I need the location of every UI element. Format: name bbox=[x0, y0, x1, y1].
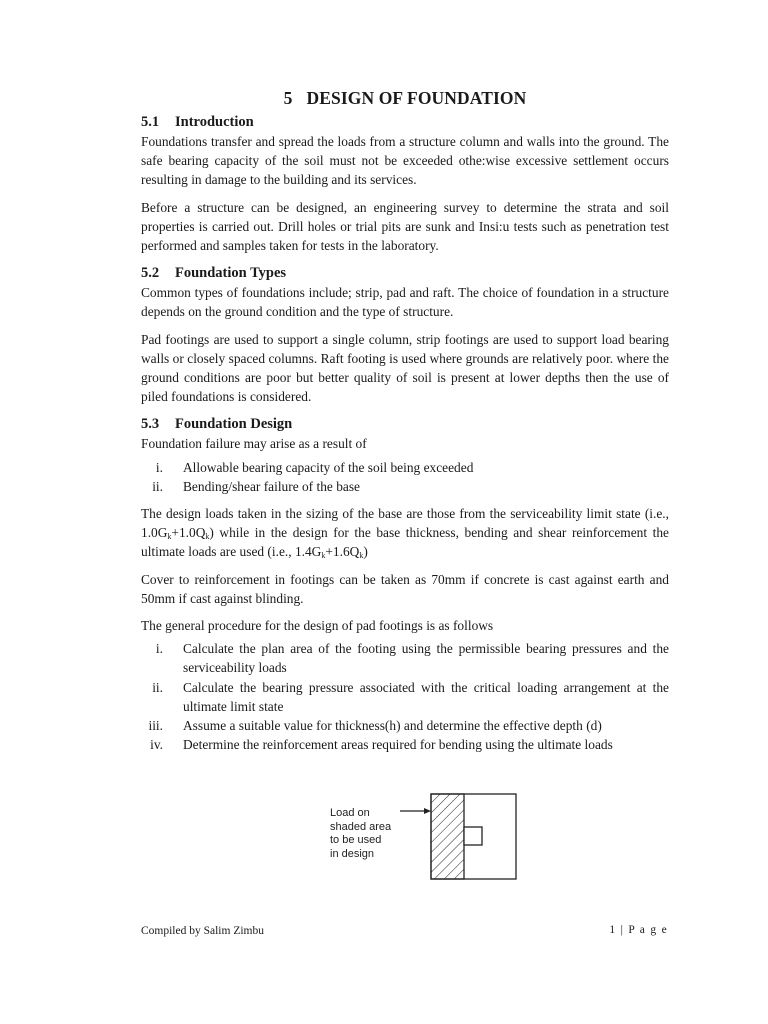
footer-page-number: 1 | P a g e bbox=[609, 924, 668, 936]
procedure-list bbox=[141, 639, 669, 754]
list-item-text: Assume a suitable value for thickness(h) and determine the effective depth (d) bbox=[183, 718, 602, 734]
figure-label bbox=[330, 807, 410, 861]
figure-label-line: to be used bbox=[330, 834, 382, 846]
list-marker: iv. bbox=[150, 737, 163, 753]
list-item bbox=[141, 458, 669, 477]
list-item-text: Determine the reinforcement areas required for bending using the ultimate loads bbox=[183, 737, 613, 753]
paragraph: Common types of foundations include; strip, pad and raft. The choice of foundation in a structure depends on the ground condition and the type of structure. bbox=[141, 285, 669, 320]
subscript: k bbox=[167, 532, 172, 542]
list-item bbox=[141, 678, 669, 716]
list-item bbox=[141, 639, 669, 677]
chapter-title bbox=[0, 88, 768, 109]
text-run: The design loads taken in the sizing of the base are those from the serviceability limit state (i.e., 1.0G bbox=[141, 506, 669, 541]
arrow-head-icon bbox=[424, 808, 431, 814]
footing-load-figure bbox=[325, 790, 525, 884]
subscript: k bbox=[205, 532, 210, 542]
figure-label-line: in design bbox=[330, 847, 375, 860]
text-run: ) bbox=[363, 544, 368, 560]
list-item-text: Bending/shear failure of the base bbox=[183, 478, 360, 494]
list-item bbox=[141, 477, 669, 496]
paragraph: Foundations transfer and spread the loads from a structure column and walls into the ground. The safe bearing capacity of the soil must not be exceeded othe:wise excessive settlement occurs resulting in damage to the building and its services. bbox=[141, 134, 669, 188]
list-item-text: Allowable bearing capacity of the soil being exceeded bbox=[183, 459, 474, 475]
section-heading-introduction bbox=[141, 112, 669, 132]
document-body bbox=[141, 112, 669, 762]
section-heading-foundation-types bbox=[141, 263, 669, 283]
text-run: ) while in the design for the base thickness, bending and shear reinforcement the ultimate loads are used (i.e., 1.4G bbox=[141, 525, 669, 560]
column-square bbox=[464, 827, 482, 845]
section-title: Foundation Design bbox=[175, 416, 293, 433]
section-number: 5.1 bbox=[141, 114, 160, 130]
paragraph: Before a structure can be designed, an engineering survey to determine the strata and soil properties is carried out. Drill holes or trial pits are sunk and Insi:u tests such as penetration test performed and samples taken for tests in the laboratory. bbox=[141, 199, 669, 254]
paragraph: The general procedure for the design of pad footings is as follows bbox=[141, 618, 494, 634]
section-title: Introduction bbox=[175, 114, 254, 130]
subscript: k bbox=[359, 551, 364, 561]
section-number: 5.2 bbox=[141, 265, 160, 282]
text-run: +1.0Q bbox=[171, 525, 206, 541]
list-item bbox=[141, 716, 669, 735]
list-marker: iii. bbox=[148, 718, 163, 734]
list-marker: i. bbox=[155, 459, 163, 475]
chapter-title-text: DESIGN OF FOUNDATION bbox=[306, 88, 527, 108]
list-marker: ii. bbox=[152, 679, 163, 695]
paragraph: Cover to reinforcement in footings can be taken as 70mm if concrete is cast against earth and 50mm if cast against blinding. bbox=[141, 571, 669, 606]
paragraph-design-loads bbox=[141, 504, 669, 562]
list-item-text: Calculate the bearing pressure associated with the critical loading arrangement at the ultimate limit state bbox=[183, 679, 669, 714]
paragraph: Pad footings are used to support a single column, strip footings are used to support load bearing walls or closely spaced columns. Raft footing is used where grounds are relatively poor. where the ground conditions are poor but better quality of soil is present at lower depths then the use of piled foundations is considered. bbox=[141, 331, 669, 405]
text-run: +1.6Q bbox=[325, 544, 360, 560]
list-marker: ii. bbox=[152, 478, 163, 494]
subscript: k bbox=[321, 551, 326, 561]
paragraph: Foundation failure may arise as a result of bbox=[141, 436, 367, 452]
section-number: 5.3 bbox=[141, 416, 160, 433]
shaded-area bbox=[431, 794, 464, 879]
figure-label-line: shaded area bbox=[330, 820, 392, 833]
section-title: Foundation Types bbox=[175, 265, 287, 282]
failure-list bbox=[141, 458, 669, 496]
section-heading-foundation-design bbox=[141, 414, 669, 434]
chapter-number: 5 bbox=[283, 88, 293, 108]
list-marker: i. bbox=[155, 641, 163, 657]
list-item bbox=[141, 735, 669, 754]
footer-author: Compiled by Salim Zimbu bbox=[141, 925, 264, 937]
list-item-text: Calculate the plan area of the footing using the permissible bearing pressures and the serviceability loads bbox=[183, 641, 669, 676]
figure-label-line: Load on bbox=[330, 807, 370, 819]
